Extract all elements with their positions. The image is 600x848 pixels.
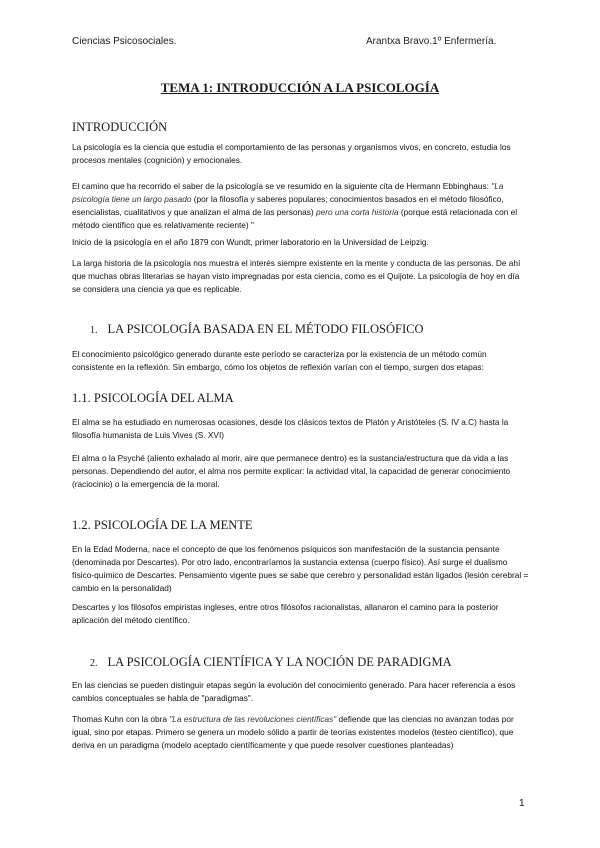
paragraph-kuhn [72,713,530,752]
heading-section-1 [90,322,424,337]
paragraph-ebbinghaus [72,180,530,232]
text: Thomas Kuhn con la obra [72,714,170,724]
paragraph: En las ciencias se pueden distinguir etapas según la evolución del conocimiento generado. Para hacer referencia a esos cambios conceptuales se habla de "paradigmas". [72,680,516,703]
heading-introduccion: INTRODUCCIÓN [72,120,168,134]
text: defiende que las ciencias no avanzan todas por igual, sino por etapas. Primero se genera un modelo sólido a partir de teorías existentes modelos (testeo científico), que deriva en un paradigma (modelo aceptado científicamente y que puede resolver cuestiones planteadas) [72,714,514,750]
heading-section-1-1: 1.1. PSICOLOGÍA DEL ALMA [72,391,234,405]
paragraph: La larga historia de la psicología nos muestra el interés siempre existente en la mente y conducta de las personas. De ahí que muchas obras literarias se hayan visto impregnadas por esta ciencia, como es el Quijote. La psicología de hoy en día se considera una ciencia ya que es replicable. [72,258,521,294]
section-number: 1. [90,325,98,336]
paragraph: El alma o la Psyché (aliento exhalado al morir, aire que permanece dentro) es la sustancia/estructura que da vida a las personas. Dependiendo del autor, el alma nos permite explicar: la actividad vital, la capacidad de generar conocimiento (raciocinio) o la emergencia de la moral. [72,453,511,489]
book-title-italic: "La estructura de las revoluciones científicas" [169,714,337,724]
section-number: 2. [90,658,98,669]
paragraph: El conocimiento psicológico generado durante este período se caracteriza por la existencia de un método común consistente en la reflexión. Sin embargo, cómo los objetos de reflexión varían con el tiempo, surgen dos etapas: [72,349,487,372]
paragraph: El alma se ha estudiado en numerosas ocasiones, desde los clásicos textos de Platón y Aristóteles (S. IV a.C) hasta la filosofía humanista de Luis Vives (S. XVI) [72,417,509,440]
document-title: TEMA 1: INTRODUCCIÓN A LA PSICOLOGÍA [160,80,440,95]
header-author: Arantxa Bravo.1º Enfermería. [366,36,497,47]
quote-italic: pero una corta historia [315,207,399,217]
paragraph: Inicio de la psicología en el año 1879 con Wundt, primer laboratorio en la Universidad de Leipzig. [72,237,429,247]
paragraph: En la Edad Moderna, nace el concepto de que los fenómenos psíquicos son manifestación de la sustancia pensante (denominada por Descartes). Por otro lado, encontraríamos la sustancia extensa (cuerpo físico). Así surge el dualismo físico-químico de Descartes. Pensamiento vigente pues se sabe que cerebro y personalidad están ligados (lesión cerebral = cambio en la personalidad) [72,544,529,593]
paragraph: Descartes y los filósofos empiristas ingleses, entre otros filósofos racionalistas, allanaron el camino para la posterior aplicación del método científico. [72,602,499,625]
quote-italic: "La psicología tiene un largo pasado [72,181,504,204]
paragraph: La psicología es la ciencia que estudia el comportamiento de las personas y organismos vivos, en concreto, estudia los procesos mentales (cognición) y emocionales. [72,142,511,165]
section-title: LA PSICOLOGÍA CIENTÍFICA Y LA NOCIÓN DE PARADIGMA [107,655,452,669]
section-title: LA PSICOLOGÍA BASADA EN EL MÉTODO FILOSÓFICO [107,322,424,336]
text: (por la filosofía y saberes populares; conocimientos basados en el método filosófico, esencialistas, cualitativos y que analizan el alma de las personas) [72,194,504,217]
heading-section-2 [90,655,452,670]
text: (porque está relacionada con el método científico que es relativamente reciente) " [72,207,518,230]
text: El camino que ha recorrido el saber de la psicología se ve resumido en la siguiente cita de Hermann Ebbinghaus: [72,181,492,191]
header-course: Ciencias Psicosociales. [72,36,177,47]
heading-section-1-2: 1.2. PSICOLOGÍA DE LA MENTE [72,518,253,532]
page-number: 1 [519,798,525,809]
